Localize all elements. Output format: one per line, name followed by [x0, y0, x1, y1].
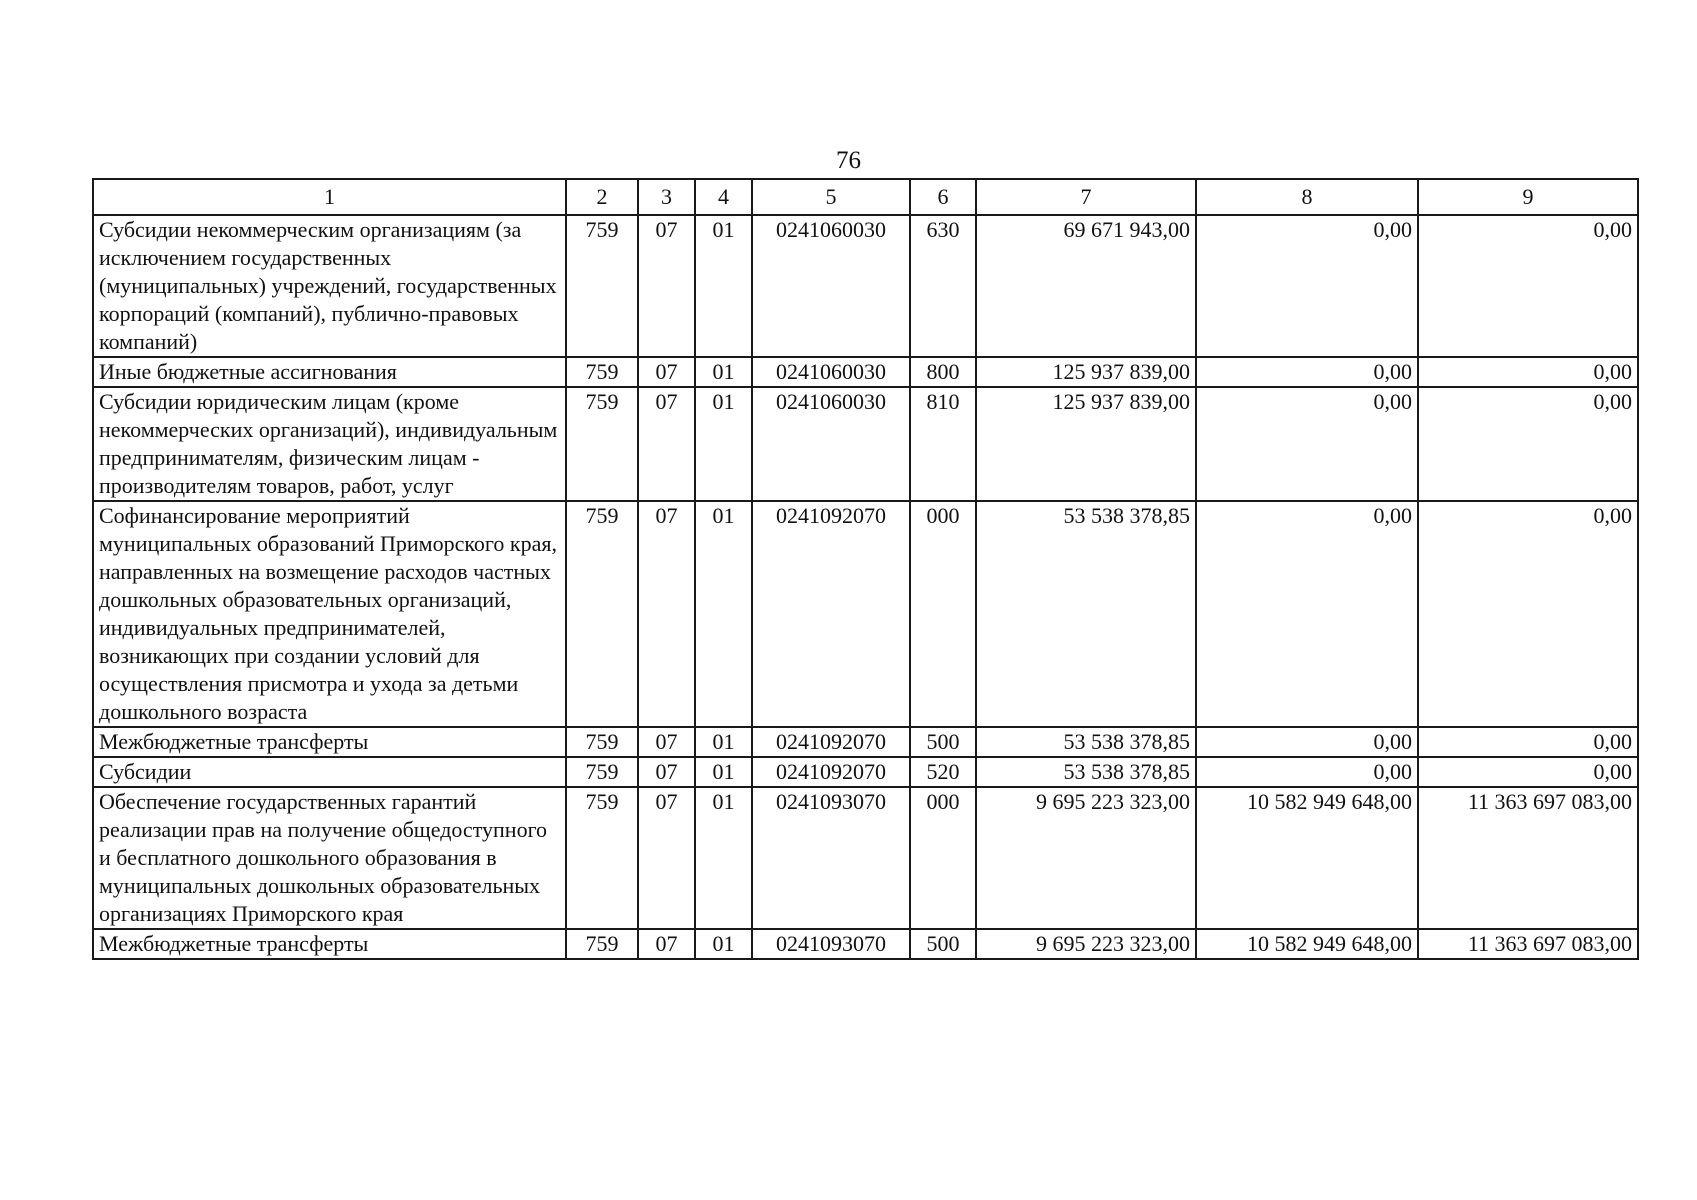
row-name: Субсидии некоммерческим организациям (за исключением государственных (муниципальных) учреждений, государственных корпораций (компаний), публично-правовых компаний) [93, 215, 566, 357]
row-code-5: 0241092070 [752, 501, 910, 727]
row-code-3: 07 [638, 387, 695, 501]
row-code-6: 500 [910, 727, 976, 757]
row-code-6: 000 [910, 501, 976, 727]
row-amount-9: 0,00 [1418, 757, 1638, 787]
row-amount-9: 11 363 697 083,00 [1418, 787, 1638, 929]
row-amount-9: 0,00 [1418, 387, 1638, 501]
row-code-3: 07 [638, 787, 695, 929]
row-name: Обеспечение государственных гарантий реализации прав на получение общедоступного и бесплатного дошкольного образования в муниципальных дошкольных образовательных организациях Приморского края [93, 787, 566, 929]
row-amount-9: 0,00 [1418, 727, 1638, 757]
row-code-3: 07 [638, 727, 695, 757]
row-code-2: 759 [566, 929, 638, 959]
row-amount-8: 0,00 [1196, 387, 1418, 501]
row-amount-8: 0,00 [1196, 215, 1418, 357]
column-header: 2 [566, 179, 638, 215]
row-code-4: 01 [695, 215, 752, 357]
row-name: Субсидии юридическим лицам (кроме некоммерческих организаций), индивидуальным предпринимателям, физическим лицам - производителям товаров, работ, услуг [93, 387, 566, 501]
row-code-2: 759 [566, 727, 638, 757]
table-row [93, 757, 1638, 787]
row-code-2: 759 [566, 757, 638, 787]
row-code-3: 07 [638, 929, 695, 959]
table-row [93, 387, 1638, 501]
row-amount-9: 0,00 [1418, 501, 1638, 727]
header-row [93, 179, 1638, 215]
row-code-5: 0241060030 [752, 357, 910, 387]
row-code-4: 01 [695, 357, 752, 387]
row-code-5: 0241060030 [752, 387, 910, 501]
row-amount-7: 53 538 378,85 [976, 757, 1196, 787]
row-code-4: 01 [695, 929, 752, 959]
row-amount-9: 0,00 [1418, 357, 1638, 387]
row-code-5: 0241092070 [752, 757, 910, 787]
row-code-5: 0241092070 [752, 727, 910, 757]
row-code-5: 0241060030 [752, 215, 910, 357]
row-code-6: 520 [910, 757, 976, 787]
row-amount-7: 53 538 378,85 [976, 727, 1196, 757]
row-name: Субсидии [93, 757, 566, 787]
row-code-4: 01 [695, 787, 752, 929]
row-name: Межбюджетные трансферты [93, 929, 566, 959]
row-code-6: 000 [910, 787, 976, 929]
column-header: 8 [1196, 179, 1418, 215]
table-row [93, 929, 1638, 959]
row-code-6: 810 [910, 387, 976, 501]
column-header: 7 [976, 179, 1196, 215]
row-code-4: 01 [695, 727, 752, 757]
row-code-6: 800 [910, 357, 976, 387]
row-code-4: 01 [695, 387, 752, 501]
row-name: Межбюджетные трансферты [93, 727, 566, 757]
row-amount-7: 9 695 223 323,00 [976, 787, 1196, 929]
row-code-6: 630 [910, 215, 976, 357]
column-header: 5 [752, 179, 910, 215]
row-amount-8: 10 582 949 648,00 [1196, 787, 1418, 929]
row-code-5: 0241093070 [752, 787, 910, 929]
row-code-5: 0241093070 [752, 929, 910, 959]
row-code-2: 759 [566, 501, 638, 727]
row-amount-7: 69 671 943,00 [976, 215, 1196, 357]
row-code-3: 07 [638, 501, 695, 727]
row-amount-8: 10 582 949 648,00 [1196, 929, 1418, 959]
row-amount-8: 0,00 [1196, 357, 1418, 387]
budget-table [92, 178, 1639, 960]
table-row [93, 501, 1638, 727]
row-code-3: 07 [638, 215, 695, 357]
column-header: 3 [638, 179, 695, 215]
row-name: Софинансирование мероприятий муниципальных образований Приморского края, направленных на возмещение расходов частных дошкольных образовательных организаций, индивидуальных предпринимателей, возникающих при создании условий для осуществления присмотра и ухода за детьми дошкольного возраста [93, 501, 566, 727]
row-code-2: 759 [566, 387, 638, 501]
row-amount-8: 0,00 [1196, 501, 1418, 727]
row-amount-7: 9 695 223 323,00 [976, 929, 1196, 959]
row-name: Иные бюджетные ассигнования [93, 357, 566, 387]
column-header: 9 [1418, 179, 1638, 215]
row-amount-7: 125 937 839,00 [976, 387, 1196, 501]
column-header: 4 [695, 179, 752, 215]
row-amount-9: 11 363 697 083,00 [1418, 929, 1638, 959]
row-code-4: 01 [695, 757, 752, 787]
column-header: 6 [910, 179, 976, 215]
table-row [93, 787, 1638, 929]
row-code-2: 759 [566, 215, 638, 357]
row-code-3: 07 [638, 357, 695, 387]
row-amount-8: 0,00 [1196, 757, 1418, 787]
column-header: 1 [93, 179, 566, 215]
row-amount-7: 53 538 378,85 [976, 501, 1196, 727]
row-code-4: 01 [695, 501, 752, 727]
table-row [93, 215, 1638, 357]
table-row [93, 727, 1638, 757]
row-code-6: 500 [910, 929, 976, 959]
row-amount-8: 0,00 [1196, 727, 1418, 757]
row-amount-9: 0,00 [1418, 215, 1638, 357]
table-row [93, 357, 1638, 387]
row-code-2: 759 [566, 357, 638, 387]
row-code-3: 07 [638, 757, 695, 787]
row-amount-7: 125 937 839,00 [976, 357, 1196, 387]
page-number: 76 [836, 147, 861, 174]
row-code-2: 759 [566, 787, 638, 929]
